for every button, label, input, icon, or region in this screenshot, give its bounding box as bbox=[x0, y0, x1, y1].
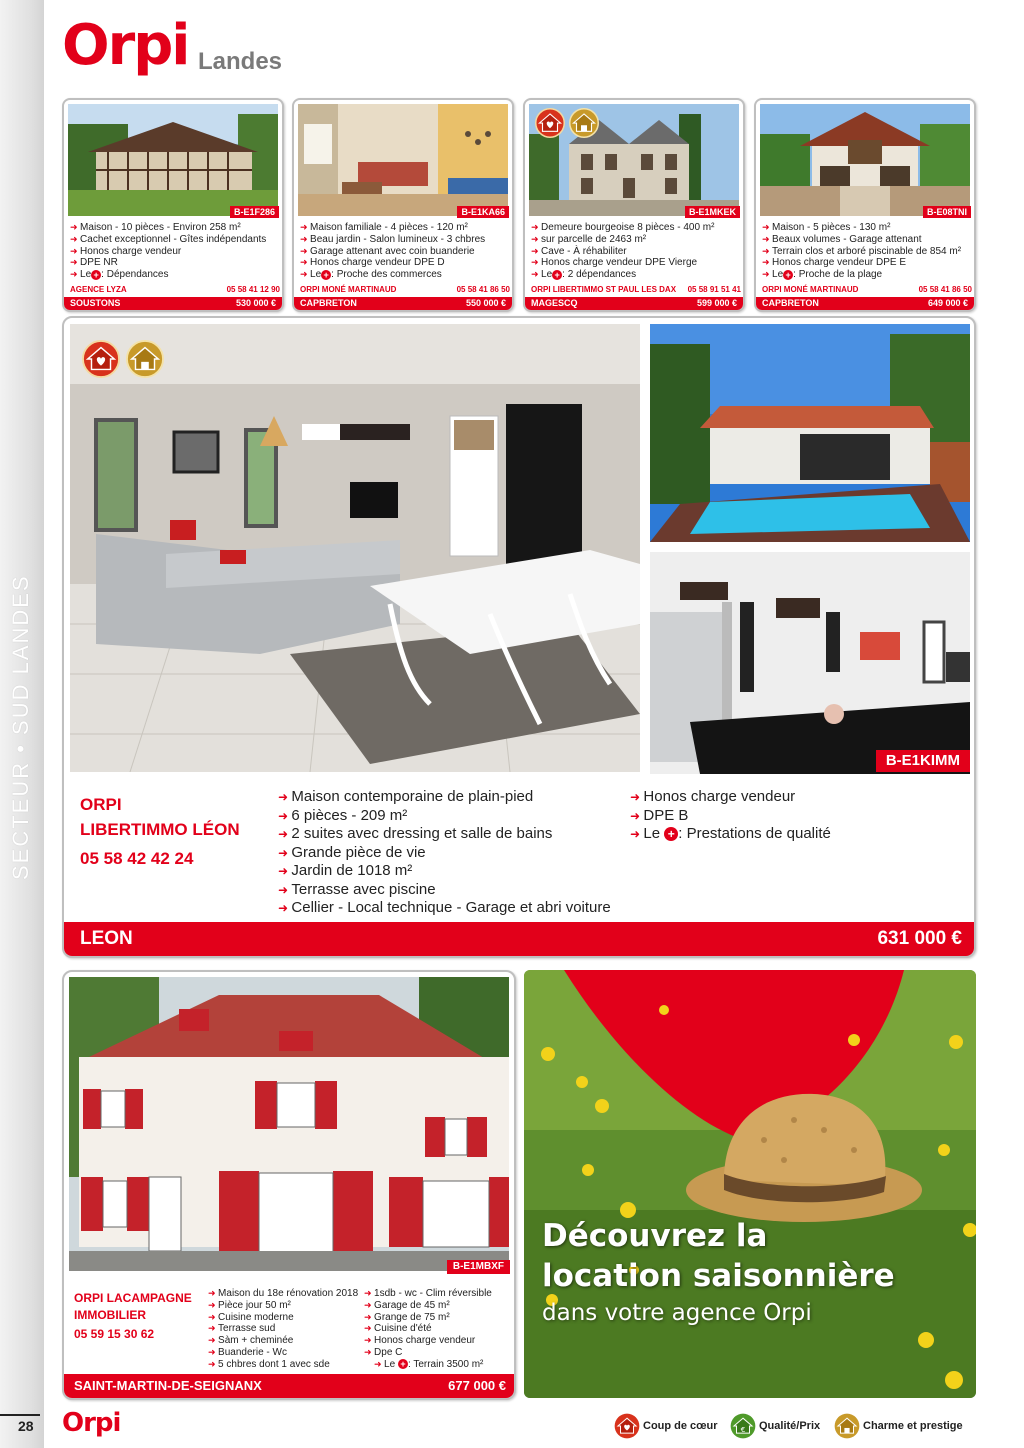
feature-item: ➜ 2 suites avec dressing et salle de bains bbox=[278, 825, 611, 844]
price: 530 000 € bbox=[235, 298, 276, 308]
feature-item: ➜ Buanderie - Wc bbox=[208, 1347, 358, 1359]
feature-item: ➜ Grange de 75 m² bbox=[364, 1312, 492, 1324]
charme-prestige-icon bbox=[126, 340, 164, 378]
feature-item: ➜ Terrain clos et arboré piscinable de 854 m² bbox=[762, 246, 961, 258]
feature-list bbox=[300, 222, 485, 281]
agency-line bbox=[300, 285, 510, 294]
feature-item: ➜ Cuisine moderne bbox=[208, 1312, 358, 1324]
feature-item: ➜ 6 pièces - 209 m² bbox=[278, 807, 611, 826]
feature-item: ➜ Beau jardin - Salon lumineux - 3 chbres bbox=[300, 234, 485, 246]
feature-item: ➜ Beaux volumes - Garage attenant bbox=[762, 234, 961, 246]
feature-list bbox=[762, 222, 961, 281]
feature-item: ➜ Dpe C bbox=[364, 1347, 492, 1359]
feature-list-right bbox=[630, 788, 831, 844]
qualite-prix-icon bbox=[730, 1413, 756, 1439]
agency-phone[interactable]: 05 58 42 42 24 bbox=[80, 849, 194, 868]
promo-subtitle: dans votre agence Orpi bbox=[542, 1300, 812, 1326]
promo-title-line1: Découvrez la bbox=[542, 1218, 768, 1254]
listing-ref: B-E1F286 bbox=[230, 206, 279, 218]
feature-list bbox=[208, 1288, 358, 1371]
price: 631 000 € bbox=[877, 928, 962, 949]
highlight-prefix: Le bbox=[541, 269, 553, 281]
feature-item: ➜ Terrasse sud bbox=[208, 1323, 358, 1335]
legend-label: Qualité/Prix bbox=[759, 1420, 821, 1432]
highlight-text: : Proche de la plage bbox=[793, 269, 883, 281]
feature-list bbox=[531, 222, 714, 281]
listing-photo bbox=[760, 104, 970, 216]
feature-item: ➜ Grande pièce de vie bbox=[278, 844, 611, 863]
agency-name: ORPI MONÉ MARTINAUD bbox=[300, 285, 397, 294]
highlight-prefix: Le bbox=[384, 1358, 396, 1370]
feature-item: ➜ Maison contemporaine de plain-pied bbox=[278, 788, 611, 807]
coup-de-coeur-icon bbox=[614, 1413, 640, 1439]
feature-item: ➜ Jardin de 1018 m² bbox=[278, 862, 611, 881]
feature-item: ➜ Honos charge vendeur bbox=[364, 1335, 492, 1347]
coup-de-coeur-icon bbox=[535, 108, 565, 138]
highlight-prefix: Le bbox=[310, 269, 322, 281]
listing-ref: B-E1KIMM bbox=[876, 750, 970, 772]
feature-item: ➜ Maison - 5 pièces - 130 m² bbox=[762, 222, 961, 234]
legend-charme-prestige bbox=[834, 1412, 963, 1440]
feature-highlight bbox=[630, 825, 831, 844]
listing-ref: B-E1KA66 bbox=[457, 206, 509, 218]
feature-item: ➜ Pièce jour 50 m² bbox=[208, 1300, 358, 1312]
charme-prestige-icon bbox=[569, 108, 599, 138]
feature-item: ➜ Honos charge vendeur bbox=[70, 246, 266, 258]
promo-title-line2: location saisonnière bbox=[542, 1258, 895, 1294]
plus-icon: + bbox=[91, 270, 101, 280]
highlight-text: : 2 dépendances bbox=[562, 269, 637, 281]
feature-highlight bbox=[364, 1359, 492, 1371]
agency-block bbox=[74, 1290, 192, 1343]
agency-name-line2: LIBERTIMMO LÉON bbox=[80, 820, 240, 839]
orpi-logo: Orpi bbox=[62, 13, 189, 78]
coup-de-coeur-icon bbox=[82, 340, 120, 378]
agency-name: ORPI LIBERTIMMO ST PAUL LES DAX bbox=[531, 285, 677, 294]
charme-prestige-icon bbox=[834, 1413, 860, 1439]
feature-item: ➜ Honos charge vendeur DPE D bbox=[300, 257, 485, 269]
legend-qualite-prix bbox=[730, 1412, 820, 1440]
agency-line bbox=[531, 285, 741, 294]
city: CAPBRETON bbox=[762, 298, 819, 308]
city-price-bar bbox=[294, 297, 512, 310]
listing-ref: B-E08TNI bbox=[923, 206, 971, 218]
feature-item: ➜ 5 chbres dont 1 avec sde bbox=[208, 1359, 358, 1371]
highlight-text: : Proche des commerces bbox=[331, 269, 442, 281]
city: MAGESCQ bbox=[531, 298, 578, 308]
feature-list-right bbox=[364, 1288, 492, 1371]
agency-line bbox=[70, 285, 280, 294]
plus-icon: + bbox=[398, 1359, 408, 1369]
feature-highlight bbox=[300, 269, 485, 281]
feature-item: ➜ Maison - 10 pièces - Environ 258 m² bbox=[70, 222, 266, 234]
footer-orpi-logo: Orpi bbox=[62, 1408, 121, 1438]
feature-item: ➜ Cuisine d'été bbox=[364, 1323, 492, 1335]
price: 677 000 € bbox=[448, 1378, 506, 1393]
highlight-prefix: Le bbox=[772, 269, 784, 281]
price: 599 000 € bbox=[696, 298, 737, 308]
sector-label: SECTEUR • SUD LANDES bbox=[8, 574, 33, 880]
agency-phone[interactable]: 05 58 41 86 50 bbox=[918, 285, 972, 294]
agency-phone[interactable]: 05 58 91 51 41 bbox=[687, 285, 741, 294]
city-price-bar bbox=[64, 922, 974, 956]
kitchen-photo bbox=[650, 552, 970, 774]
agency-name: ORPI MONÉ MARTINAUD bbox=[762, 285, 859, 294]
feature-item: ➜ Garage attenant avec coin buanderie bbox=[300, 246, 485, 258]
listing-photo bbox=[68, 104, 278, 216]
agency-phone[interactable]: 05 58 41 86 50 bbox=[456, 285, 510, 294]
living-room-photo bbox=[70, 324, 640, 772]
feature-item: ➜ Honos charge vendeur bbox=[630, 788, 831, 807]
region-title: Landes bbox=[198, 48, 283, 75]
listing-ref: B-E1MKEK bbox=[685, 206, 740, 218]
city-price-bar bbox=[64, 1374, 514, 1398]
legend-label: Coup de cœur bbox=[643, 1420, 718, 1432]
city: LEON bbox=[80, 928, 133, 949]
city-price-bar bbox=[525, 297, 743, 310]
price: 550 000 € bbox=[465, 298, 506, 308]
feature-item: ➜ Maison familiale - 4 pièces - 120 m² bbox=[300, 222, 485, 234]
feature-item: ➜ sur parcelle de 2463 m² bbox=[531, 234, 714, 246]
feature-highlight bbox=[70, 269, 266, 281]
feature-item: ➜ 1sdb - wc - Clim réversible bbox=[364, 1288, 492, 1300]
agency-phone[interactable]: 05 58 41 12 90 bbox=[226, 285, 280, 294]
plus-icon: + bbox=[321, 270, 331, 280]
city: CAPBRETON bbox=[300, 298, 357, 308]
pool-photo bbox=[650, 324, 970, 542]
svg-text:€: € bbox=[740, 1424, 746, 1434]
feature-list bbox=[278, 788, 611, 918]
feature-item: ➜ Cellier - Local technique - Garage et abri voiture bbox=[278, 899, 611, 918]
feature-item: ➜ Maison du 18e rénovation 2018 bbox=[208, 1288, 358, 1300]
agency-block bbox=[80, 792, 240, 871]
listing-card[interactable] bbox=[754, 98, 976, 312]
highlight-text: : Terrain 3500 m² bbox=[407, 1358, 484, 1370]
highlight-prefix: Le bbox=[643, 825, 661, 842]
agency-name: ORPI LACAMPAGNE bbox=[74, 1291, 192, 1305]
listing-card[interactable] bbox=[62, 970, 516, 1400]
feature-list bbox=[70, 222, 266, 281]
featured-listing-card[interactable] bbox=[62, 316, 976, 958]
agency-name-line2: IMMOBILIER bbox=[74, 1308, 146, 1322]
agency-name: AGENCE LYZA bbox=[70, 285, 127, 294]
promo-background bbox=[524, 970, 976, 1398]
price: 649 000 € bbox=[927, 298, 968, 308]
agency-line bbox=[762, 285, 972, 294]
promo-title bbox=[542, 1216, 895, 1296]
listing-card[interactable] bbox=[292, 98, 514, 312]
plus-icon: + bbox=[783, 270, 793, 280]
highlight-text: : Dépendances bbox=[101, 269, 169, 281]
feature-item: ➜ Honos charge vendeur DPE E bbox=[762, 257, 961, 269]
listing-card[interactable] bbox=[523, 98, 745, 312]
feature-item: ➜ Garage de 45 m² bbox=[364, 1300, 492, 1312]
listing-ref: B-E1MBXF bbox=[447, 1260, 510, 1274]
feature-item: ➜ Honos charge vendeur DPE Vierge bbox=[531, 257, 714, 269]
feature-highlight bbox=[531, 269, 714, 281]
agency-name: ORPI bbox=[80, 795, 122, 814]
seasonal-rental-promo[interactable] bbox=[524, 970, 976, 1398]
highlight-prefix: Le bbox=[80, 269, 92, 281]
agency-phone[interactable]: 05 59 15 30 62 bbox=[74, 1327, 155, 1341]
highlight-text: : Prestations de qualité bbox=[678, 825, 831, 842]
feature-item: ➜ Cave - À réhabiliter bbox=[531, 246, 714, 258]
city-price-bar bbox=[64, 297, 282, 310]
feature-item: ➜ Demeure bourgeoise 8 pièces - 400 m² bbox=[531, 222, 714, 234]
feature-highlight bbox=[762, 269, 961, 281]
listing-card[interactable] bbox=[62, 98, 284, 312]
city: SAINT-MARTIN-DE-SEIGNANX bbox=[74, 1378, 262, 1393]
feature-item: ➜ Sàm + cheminée bbox=[208, 1335, 358, 1347]
feature-item: ➜ DPE NR bbox=[70, 257, 266, 269]
feature-item: ➜ DPE B bbox=[630, 807, 831, 826]
listing-photo bbox=[298, 104, 508, 216]
city-price-bar bbox=[756, 297, 974, 310]
plus-icon: + bbox=[552, 270, 562, 280]
legend-coup-de-coeur bbox=[614, 1412, 718, 1440]
listing-photo bbox=[69, 977, 509, 1271]
feature-item: ➜ Cachet exceptionnel - Gîtes indépendants bbox=[70, 234, 266, 246]
legend-label: Charme et prestige bbox=[863, 1420, 963, 1432]
page-number: 28 bbox=[0, 1414, 40, 1436]
feature-item: ➜ Terrasse avec piscine bbox=[278, 881, 611, 900]
plus-icon: + bbox=[664, 827, 678, 841]
city: SOUSTONS bbox=[70, 298, 121, 308]
